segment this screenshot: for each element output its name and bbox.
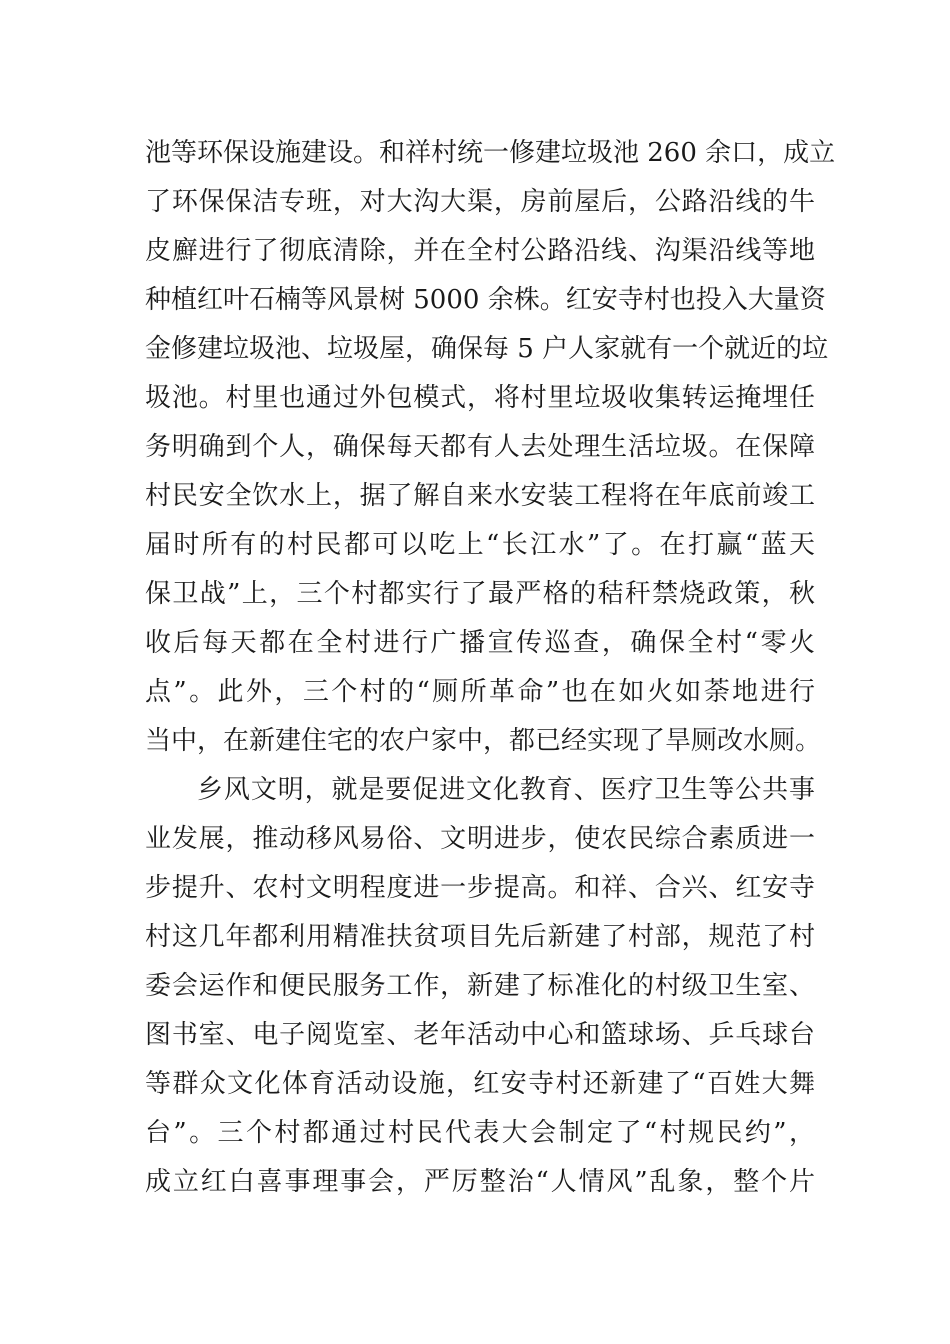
text-line: 村这几年都利用精准扶贫项目先后新建了村部，规范了村 (145, 922, 815, 952)
text-line: 业发展，推动移风易俗、文明进步，使农民综合素质进一 (145, 824, 815, 854)
text-line: 台”。三个村都通过村民代表大会制定了“村规民约”， (145, 1118, 815, 1148)
text-line: 金修建垃圾池、垃圾屋，确保每 5 户人家就有一个就近的垃 (145, 334, 829, 364)
paragraph (145, 129, 836, 766)
text-line: 圾池。村里也通过外包模式，将村里垃圾收集转运掩埋任 (145, 383, 815, 413)
body-text (145, 129, 836, 1207)
text-line: 步提升、农村文明程度进一步提高。和祥、合兴、红安寺 (145, 873, 815, 903)
paragraph (145, 766, 815, 1207)
text-line: 保卫战”上，三个村都实行了最严格的秸秆禁烧政策，秋 (145, 579, 815, 609)
text-line: 届时所有的村民都可以吃上“长江水”了。在打赢“蓝天 (145, 530, 815, 560)
text-line: 村民安全饮水上，据了解自来水安装工程将在年底前竣工 (145, 481, 815, 511)
text-line: 了环保保洁专班，对大沟大渠，房前屋后，公路沿线的牛 (145, 187, 815, 217)
text-line: 图书室、电子阅览室、老年活动中心和篮球场、乒乓球台 (145, 1020, 815, 1050)
text-line: 收后每天都在全村进行广播宣传巡查，确保全村“零火 (145, 628, 815, 658)
text-line: 池等环保设施建设。和祥村统一修建垃圾池 260 余口，成立 (145, 138, 836, 168)
text-line: 务明确到个人，确保每天都有人去处理生活垃圾。在保障 (145, 432, 815, 462)
text-line: 成立红白喜事理事会，严厉整治“人情风”乱象，整个片 (145, 1167, 815, 1197)
text-line: 委会运作和便民服务工作，新建了标准化的村级卫生室、 (145, 971, 815, 1001)
text-line: 乡风文明，就是要促进文化教育、医疗卫生等公共事 (197, 775, 815, 805)
text-line: 当中，在新建住宅的农户家中，都已经实现了旱厕改水厕。 (145, 726, 822, 756)
text-line: 点”。此外，三个村的“厕所革命”也在如火如荼地进行 (145, 677, 815, 707)
text-line: 皮廯进行了彻底清除，并在全村公路沿线、沟渠沿线等地 (145, 236, 815, 266)
text-line: 种植红叶石楠等风景树 5000 余株。红安寺村也投入大量资 (145, 285, 826, 315)
text-line: 等群众文化体育活动设施，红安寺村还新建了“百姓大舞 (145, 1069, 815, 1099)
